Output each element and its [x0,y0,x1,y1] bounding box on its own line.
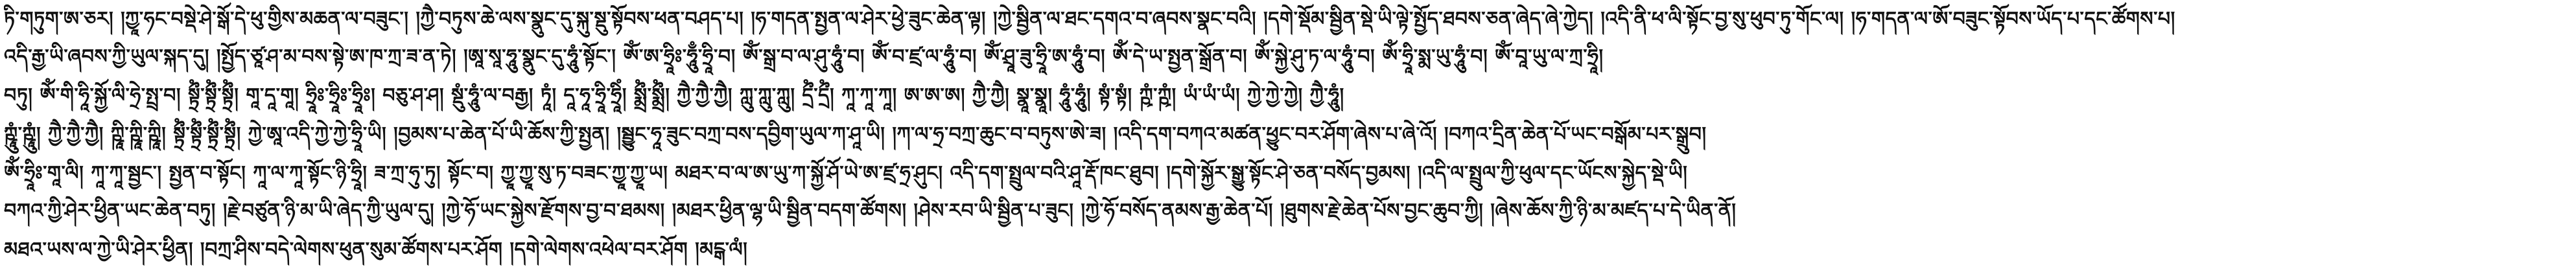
text-line-1: ཏི་གཏུག་ཨ་ཅར། །ཀྱཱ་ཧང་བསྡེ་ཤེ་སྒོ་དེ་ཕུ་གྱིས་མཆན་ལ་བཟུང་། །ཀྱཻ་བཏུས་ཆེ་ལས་སྣུང་དུ་སྐུ་སྡུ་སྟོབས་ཕན་བཤད་པ། །ཧ་གདན་སྤྱན་ལ་ཤེར་ཕྱེ་ཟུང་ཆེན་ལྟ། །ཀྱེ་སྦྱིན་ལ་ཐང་དགའ་བ་ཞབས་སྣང་བའི། །དགེ་སྡོམ་སྦྱིན་སྡེ་ཡི་ལྟེ་སྤྱོད་ཐབས་ཅན་ཞེད་ཞེ་ཀྱེད། །འདི་ནི་ཕ་ལི་སྟོང་བྱ་སུ་ཕུབ་ཏུ་གོང་ལ། །ཧ་གདན་ལ་ཨོ་བཟུང་སྟོབས་ཡོད་པ་དང་ཚོགས་པ། [4,8,2175,30]
text-line-2: འདི་རྒྱ་ཡི་ཞབས་ཀྱི་ཡུལ་སྐད་དུ། །སྤྱོད་ཙཱ་ཤ་མ་བས་སྟེ་ཨ་ཁ་ཀྲ་ཟ་ན་ཏེ། །ཨཱ་སཱ་ཧཱུ་སྣུང་དུ་ཧཱུཾ་སྟོང་། ཨོཾ་ཨ་ཧྲཱིཿ་ཧཱུྃ་ཧྲཱི་བ། ཨོཾ་སྒྲ་བ་ལ་ཤུ་ཧཱུཾ་བ། ཨོཾ་བ་ཛྲ་ལ་ཧཱུཾ་བ། ཨོཾ་ཤྲཱ་ཟུ་ཧྲཱི་ཨ་ཧཱུཾ་བ། ཨོཾ་དེ་ཡ་སྤྱན་སྒྲོན་བ། ཨོཾ་སྐྱེ་ཤུ་ཏ་ལ་ཧཱུཾ་བ། ཨོཾ་ཧྲཱི་སྨ་ཡུ་ཧཱུཾ་བ། ཨོཾ་བཱ་ཡུ་ལ་ཀྲ་ཧྲཱི། [4,45,1604,68]
text-line-3: བཏུ། ཨོཾ་གི་ཧཱི་སྐྱོ་ལི་ཧྲེ་སྤྲ་བ། སྟྲྀཾ་སྟྲྀཾ་སྟྲྀཾ། གཱ་དཱ་གཱ། ཧྲཱིཿ་ཧྲཱིཿ་ཧྲཱིཿ། བཅུ་ཤ་ཤ། སྡུཾ་ཧཱུཾ་ལ་བརྒྱ། ཏཱཾ། དཱ་ཧཱ་ཧྲཱི་ཧྲཱིཾ། སྨྲྀཾ་སྨྲྀཾ། ཀྱཻ་ཀྱཻ་ཀྱཻ། ཀླུ་ཀླུ་ཀླུ། དྲྀཾ་དྲྀཾ། ཀཱ་ཀཱ་ཀཱ། ཨ་ཨ་ཨ། ཀྱཻ་ཀྱཻ། སྣཱ་སྣཱ། ཧཱུཾ་ཧཱུཾ། སྟཾ་སྟཾ། ཀྵཾ་ཀྵཾ། ཡཾ་ཡཾ་ཡཾ། ཀྱེ་ཀྱེ་ཀྱེ། ཀྱཻ་ཧཱུཾ། [4,84,1344,107]
text-line-6: བཀའ་ཀྱི་ཤེར་ཕྱིན་ཡང་ཆེན་བཏུ། །རྗེ་བཙུན་ཉི་མ་ཡི་ཞེད་ཀྱི་ཡུལ་དུ། །ཀྱེ་ཧོ་ཡང་སྐྱེས་རྫོགས་བྱ་བ་ཐམས། །མཐར་ཕྱིན་ལྷ་ཡི་སྦྱིན་བདག་ཚོགས། །ཤེས་རབ་ཡི་སྦྱིན་པ་ཟུང། །ཀྱེ་ཧོ་བསོད་ནམས་རྒྱ་ཆེན་པོ། །ཐུགས་རྗེ་ཆེན་པོས་བྱང་ཆུབ་ཀྱི། །ཞེས་ཆོས་ཀྱི་ཉི་མ་མཛད་པ་དེ་ཡིན་ནོ། [4,200,1737,222]
text-line-4: ཀྵཱུཾ་ཀྵཱུཾ། ཀྱཻ་ཀྱཻ་ཀྱཻ། ཀྵཱི་ཀྵཱི་ཀྵཱི། སྟྲྀཾ་སྟྲྀཾ་སྟྲྀཾ་སྟྲྀཾ། ཀྱེ་ཨཱ་འདི་ཀྱེ་ཀྱེ་ཧྲཱི་ཡི། །བྱམས་པ་ཆེན་པོ་ཡི་ཆོས་ཀྱི་སྤྱན། །སྦྱུང་ཧཱ་ཟུང་བཀྲ་བས་དབྱིག་ཡུལ་ཀ་ཤཱ་ཡི། །ཀ་ལ་ཧྲ་བཀྲ་ཆུང་བ་བཏུས་ཨེ་ཟ། །འདི་དག་བཀའ་མཚན་ཕྱུང་བར་ཤོག་ཞེས་པ་ཞེ་འོ། །བཀའ་དྲིན་ཆེན་པོ་ཡང་བསྒོམ་པར་སྒྲུབ། [4,123,1707,146]
text-line-5: ཨོཾ་ཧྲཱིཿ་གཱ་ལི། ཀཱ་ཀཱ་སྦྱང་། སྤྱན་བ་སྟོང། ཀཱ་ལ་ཀཱ་སྟོང་ཉི་ཧྲཱི། ཟ་ཀྲ་ཧུ་ཏུ། སྟོང་བ། ཀྱཱ་ཀྱཱ་སུ་ཏ་བཟང་ཀྱཱ་ཀྱཱ་ཡ། མཐར་བ་ལ་ཨ་ཡུ་ཀ་སྐྱོ་ཤོ་ཡེ་ཨ་ཛྲ་ཧྲ་ཤུང། འདི་དག་སྤྲུལ་བའི་ཤཱ་རྡོ་ཁང་ཐུབ། །དགེ་སྐྱོར་སྒྱུ་སྟོང་ཤེ་ཅན་བསོད་བྱམས། །འདི་ལ་སྤྲུལ་ཀྱི་ཕུལ་དང་ཡོངས་སྐྱེད་སྡེ་ཡི། [4,162,1688,185]
text-line-7: མཐའ་ཡས་ལ་ཀྱེ་ཡི་ཤེར་ཕྱིན། །བཀྲ་ཤིས་བདེ་ལེགས་ཕུན་སུམ་ཚོགས་པར་ཤོག །དགེ་ལེགས་འཕེལ་བར་ཤོག །མངྒ་ལཾ། [4,238,748,261]
